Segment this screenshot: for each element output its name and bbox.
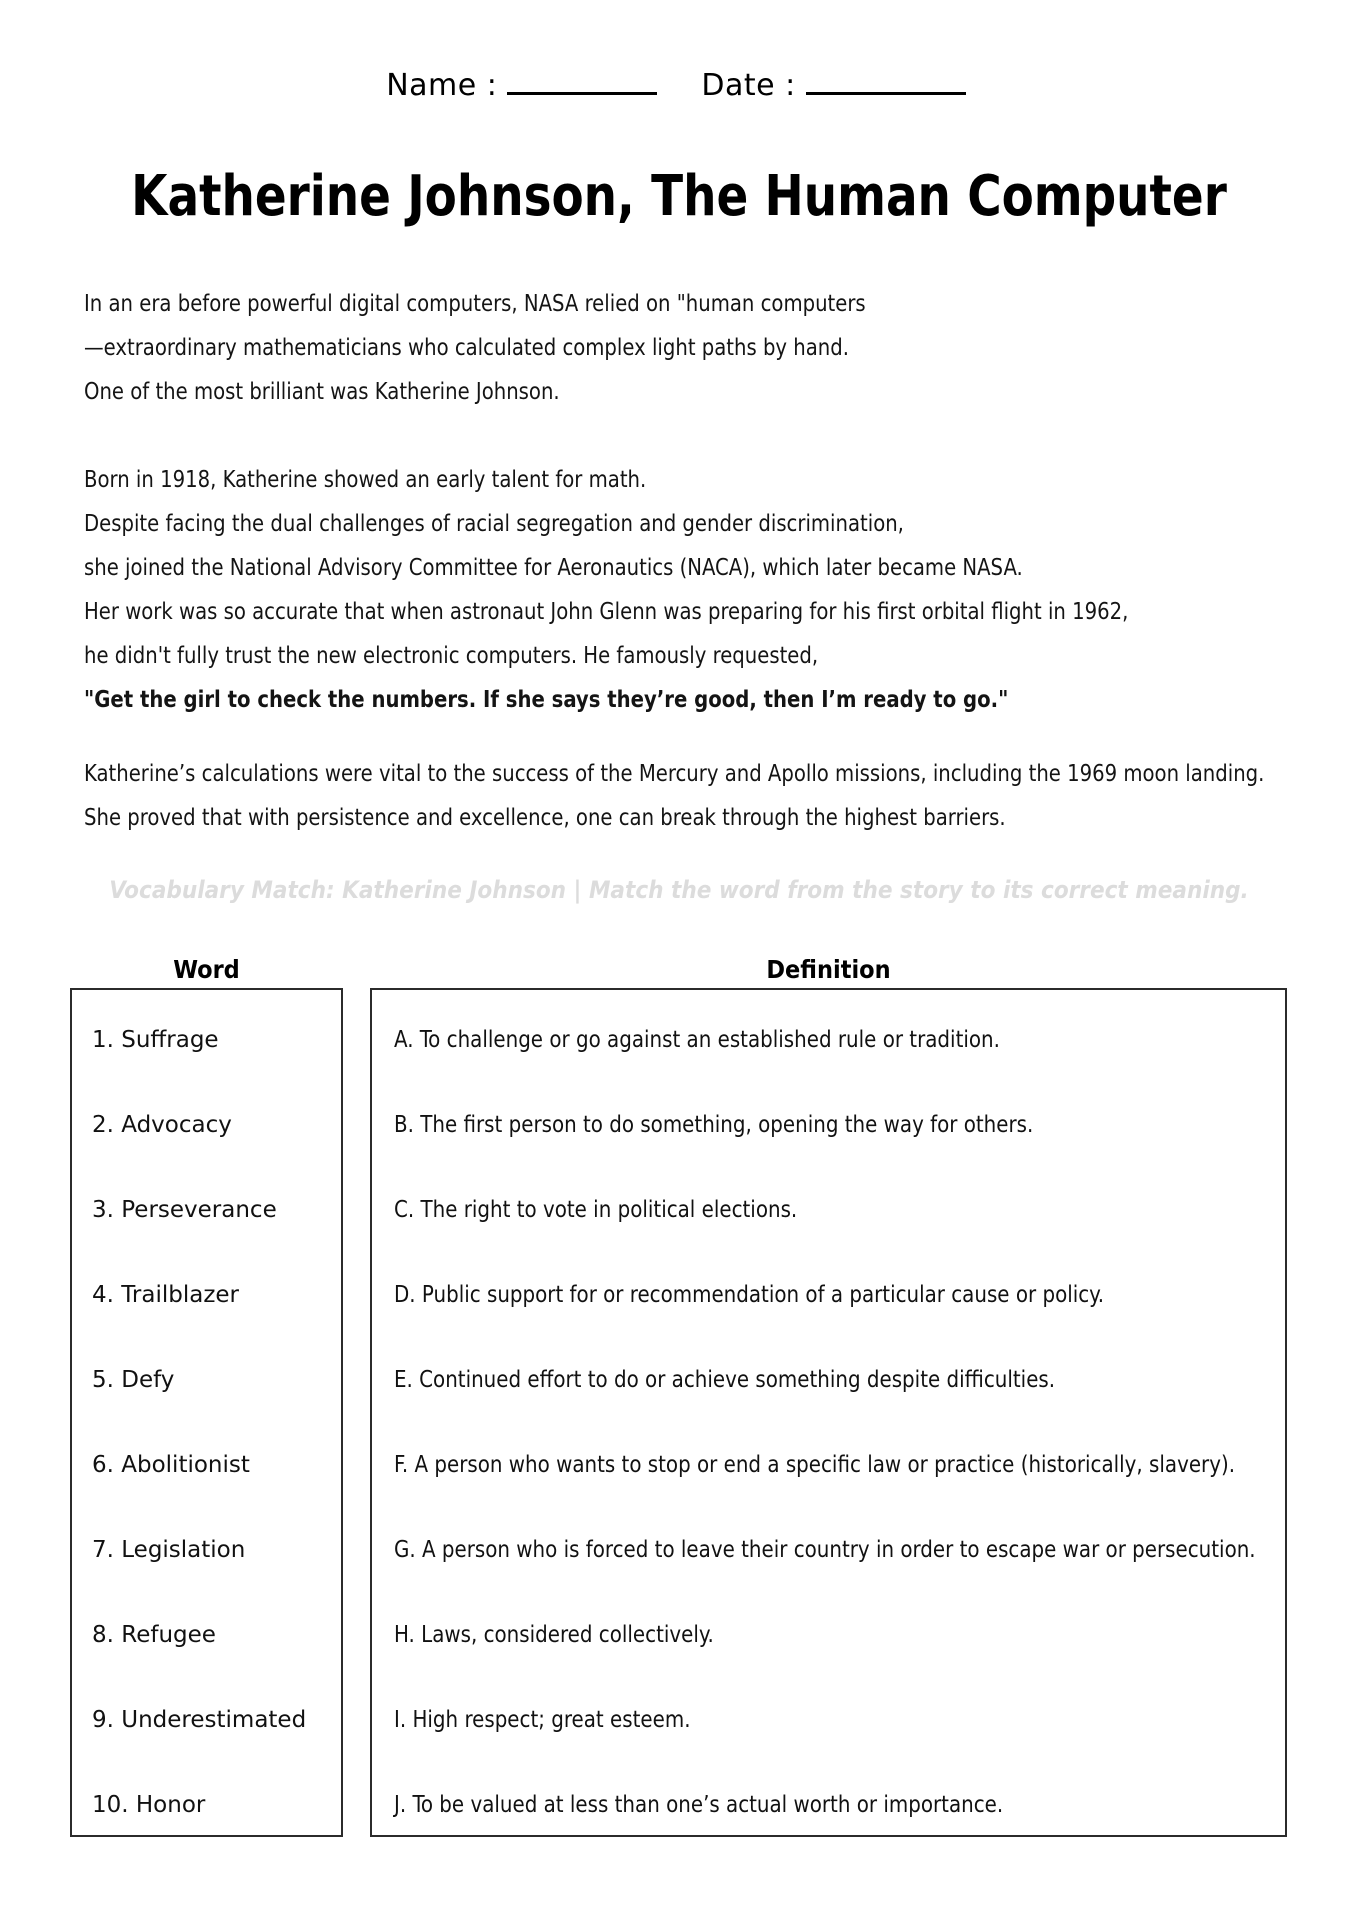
story-line: —extraordinary mathematicians who calculated complex light paths by hand. — [84, 335, 850, 361]
name-date-header — [0, 68, 1358, 103]
story-line: he didn't fully trust the new electronic computers. He famously requested, — [84, 643, 819, 669]
word-list-item[interactable]: 3. Perseverance — [92, 1197, 277, 1223]
name-label: Name : — [386, 68, 498, 103]
definition-list-item[interactable]: G. A person who is forced to leave their country in order to escape war or persecution. — [394, 1537, 1256, 1563]
definition-list-item[interactable]: D. Public support for or recommendation of a particular cause or policy. — [394, 1282, 1105, 1308]
story-paragraph-1 — [84, 282, 1304, 414]
definition-list-item[interactable]: C. The right to vote in political elections. — [394, 1197, 798, 1223]
word-column-header: Word — [173, 955, 240, 984]
word-list-item[interactable]: 7. Legislation — [92, 1537, 246, 1563]
word-list-item[interactable]: 4. Trailblazer — [92, 1282, 240, 1308]
definition-column-header: Definition — [766, 955, 891, 984]
story-paragraph-2 — [84, 458, 1304, 722]
page-title: Katherine Johnson, The Human Computer — [131, 163, 1227, 229]
story-line: Katherine’s calculations were vital to the success of the Mercury and Apollo missions, including the 1969 moon landing. — [84, 761, 1265, 787]
story-paragraph-3 — [84, 752, 1304, 840]
definition-list-item[interactable]: I. High respect; great esteem. — [394, 1707, 691, 1733]
word-list-item[interactable]: 8. Refugee — [92, 1622, 216, 1648]
definition-column-box — [370, 988, 1287, 1837]
story-line: Born in 1918, Katherine showed an early talent for math. — [84, 467, 647, 493]
word-list-item[interactable]: 6. Abolitionist — [92, 1452, 250, 1478]
definition-list-item[interactable]: E. Continued effort to do or achieve something despite difficulties. — [394, 1367, 1056, 1393]
word-list-item[interactable]: 1. Suffrage — [92, 1027, 219, 1053]
story-line: she joined the National Advisory Committee for Aeronautics (NACA), which later became NASA. — [84, 555, 1023, 581]
word-column-box — [70, 988, 343, 1837]
story-quote-line: "Get the girl to check the numbers. If she says they’re good, then I’m ready to go." — [84, 687, 1009, 713]
word-list-item[interactable]: 2. Advocacy — [92, 1112, 232, 1138]
date-label: Date : — [701, 68, 796, 103]
word-list-item[interactable]: 5. Defy — [92, 1367, 175, 1393]
story-line: In an era before powerful digital computers, NASA relied on "human computers — [84, 291, 866, 317]
story-line: One of the most brilliant was Katherine Johnson. — [84, 379, 560, 405]
story-line: Despite facing the dual challenges of racial segregation and gender discrimination, — [84, 511, 904, 537]
story-line: She proved that with persistence and excellence, one can break through the highest barriers. — [84, 805, 1006, 831]
definition-list-item[interactable]: J. To be valued at less than one’s actual worth or importance. — [394, 1792, 1004, 1818]
word-list-item[interactable]: 9. Underestimated — [92, 1707, 307, 1733]
definition-list-item[interactable]: A. To challenge or go against an established rule or tradition. — [394, 1027, 1000, 1053]
definition-list-item[interactable]: B. The first person to do something, opening the way for others. — [394, 1112, 1034, 1138]
word-list-item[interactable]: 10. Honor — [92, 1792, 206, 1818]
definition-list-item[interactable]: F. A person who wants to stop or end a specific law or practice (historically, slavery). — [394, 1452, 1236, 1478]
name-input-blank[interactable] — [507, 68, 657, 95]
definition-list-item[interactable]: H. Laws, considered collectively. — [394, 1622, 714, 1648]
story-line: Her work was so accurate that when astronaut John Glenn was preparing for his first orbital flight in 1962, — [84, 599, 1129, 625]
vocabulary-section-subtitle: Vocabulary Match: Katherine Johnson | Match the word from the story to its correct meaning. — [109, 876, 1249, 904]
date-input-blank[interactable] — [806, 68, 966, 95]
